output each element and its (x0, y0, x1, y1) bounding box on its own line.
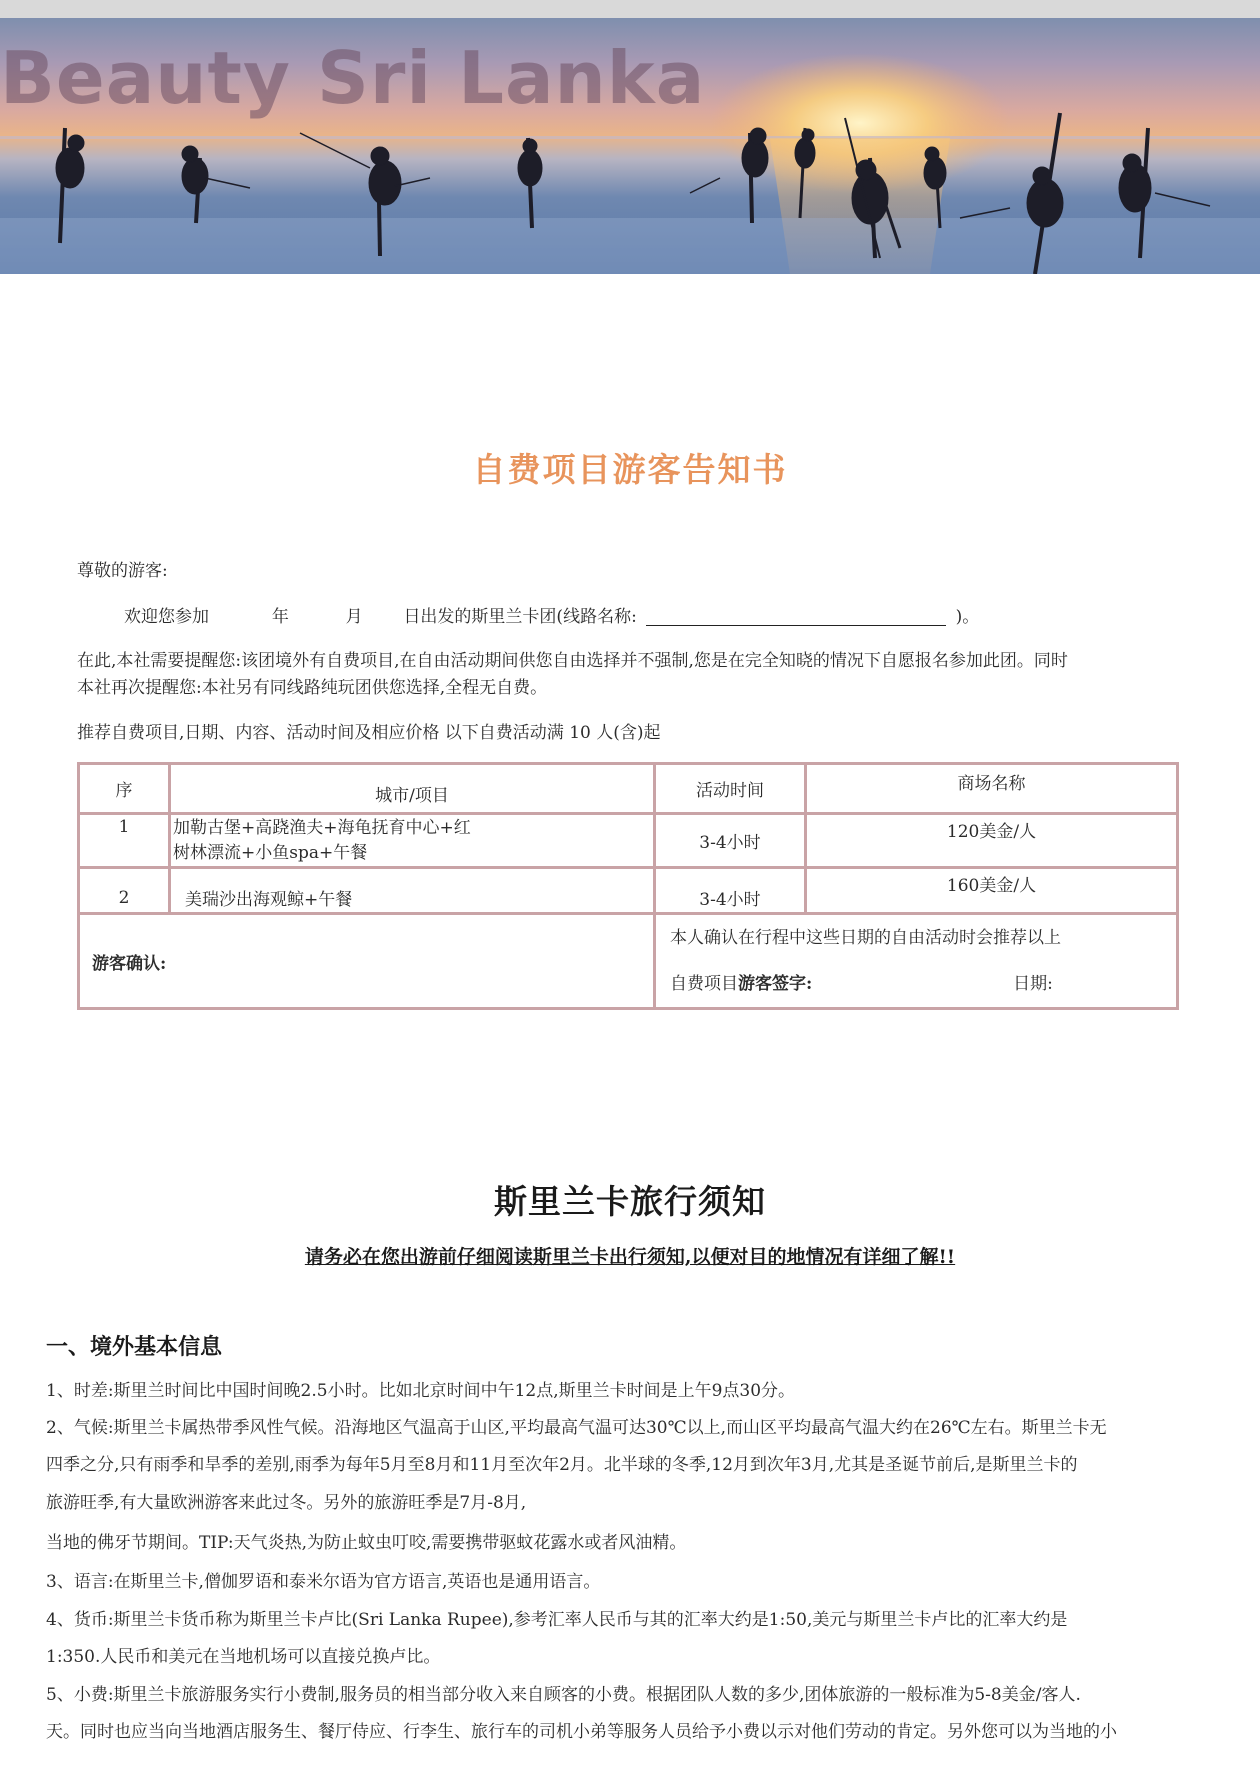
row1-time: 3-4小时 (655, 814, 806, 868)
info-line: 当地的佛牙节期间。TIP:天气炎热,为防止蚊虫叮咬,需要携带驱蚊花露水或者风油精。 (46, 1533, 687, 1553)
info-line: 2、气候:斯里兰卡属热带季风性气候。沿海地区气温高于山区,平均最高气温可达30℃以上,而山区平均最高气温大约在26℃左右。斯里兰卡无 (46, 1418, 1107, 1438)
row1-item (170, 814, 655, 868)
greeting: 尊敬的游客: (77, 561, 168, 581)
month-label: 月 (345, 607, 363, 627)
info-line: 5、小费:斯里兰卡旅游服务实行小费制,服务员的相当部分收入来自顾客的小费。根据团队人数的多少,团体旅游的一般标准为5-8美金/客人. (46, 1685, 1081, 1705)
welcome-prefix: 欢迎您参加 (124, 607, 209, 627)
confirm-cell (655, 914, 1178, 1009)
table-row (79, 868, 1178, 914)
notice-title: 自费项目游客告知书 (472, 450, 788, 489)
welcome-line (124, 604, 979, 631)
date-label[interactable]: 日期: (1013, 974, 1053, 994)
section-heading: 一、境外基本信息 (46, 1334, 223, 1360)
signature-label[interactable]: 游客签字: (738, 974, 813, 994)
row2-time: 3-4小时 (655, 868, 806, 914)
banner-image (0, 18, 1260, 274)
travel-title: 斯里兰卡旅行须知 (494, 1182, 766, 1221)
tourist-confirm-label: 游客确认: (79, 914, 655, 1009)
header-item: 城市/项目 (170, 764, 655, 814)
row2-price: 160美金/人 (806, 868, 1178, 914)
row1-price: 120美金/人 (806, 814, 1178, 868)
optional-items-table (77, 762, 1179, 1010)
info-line: 3、语言:在斯里兰卡,僧伽罗语和泰米尔语为官方语言,英语也是通用语言。 (46, 1572, 601, 1592)
info-line: 天。同时也应当向当地酒店服务生、餐厅侍应、行李生、旅行车的司机小弟等服务人员给予小费以示对他们劳动的肯定。另外您可以为当地的小 (46, 1722, 1117, 1742)
info-line: 1、时差:斯里兰时间比中国时间晚2.5小时。比如北京时间中午12点,斯里兰卡时间是上午9点30分。 (46, 1381, 796, 1401)
row1-item-line2: 树林漂流+小鱼spa+午餐 (173, 842, 368, 863)
confirm-statement-end: 自费项目 (670, 974, 738, 994)
header-venue: 商场名称 (806, 764, 1178, 814)
welcome-end: )。 (955, 607, 980, 627)
reminder-line-1: 在此,本社需要提醒您:该团境外有自费项目,在自由活动期间供您自由选择并不强制,您是在完全知晓的情况下自愿报名参加此团。同时 (77, 651, 1068, 671)
table-header-row (79, 764, 1178, 814)
info-line: 1:350.人民币和美元在当地机场可以直接兑换卢比。 (46, 1647, 441, 1667)
row2-seq: 2 (79, 868, 170, 914)
info-line: 四季之分,只有雨季和旱季的差别,雨季为每年5月至8月和11月至次年2月。北半球的冬季,12月到次年3月,尤其是圣诞节前后,是斯里兰卡的 (46, 1455, 1078, 1475)
row1-item-line1: 加勒古堡+高跷渔夫+海龟抚育中心+红 (173, 817, 471, 838)
recommend-line: 推荐自费项目,日期、内容、活动时间及相应价格 以下自费活动满 10 人(含)起 (77, 723, 661, 743)
travel-subtitle: 请务必在您出游前仔细阅读斯里兰卡出行须知,以便对目的地情况有详细了解!! (304, 1246, 956, 1268)
page-top-strip (0, 0, 1260, 18)
row2-item: 美瑞沙出海观鲸+午餐 (170, 868, 655, 914)
table-row (79, 814, 1178, 868)
header-seq: 序 (79, 764, 170, 814)
confirm-row (79, 914, 1178, 1009)
info-line: 旅游旺季,有大量欧洲游客来此过冬。另外的旅游旺季是7月-8月, (46, 1493, 527, 1513)
reminder-line-2: 本社再次提醒您:本社另有同线路纯玩团供您选择,全程无自费。 (77, 678, 548, 698)
header-time: 活动时间 (655, 764, 806, 814)
signature-line (670, 961, 1176, 1007)
info-line: 4、货币:斯里兰卡货币称为斯里兰卡卢比(Sri Lanka Rupee),参考汇率人民币与其的汇率大约是1:50,美元与斯里兰卡卢比的汇率大约是 (46, 1610, 1068, 1630)
row1-seq: 1 (79, 814, 170, 868)
route-name-blank[interactable] (646, 607, 946, 626)
banner-title: Beauty Sri Lanka (0, 36, 706, 120)
day-suffix: 日出发的斯里兰卡团(线路名称: (403, 607, 637, 627)
confirm-statement: 本人确认在行程中这些日期的自由活动时会推荐以上 (670, 928, 1061, 948)
year-label: 年 (271, 607, 289, 627)
